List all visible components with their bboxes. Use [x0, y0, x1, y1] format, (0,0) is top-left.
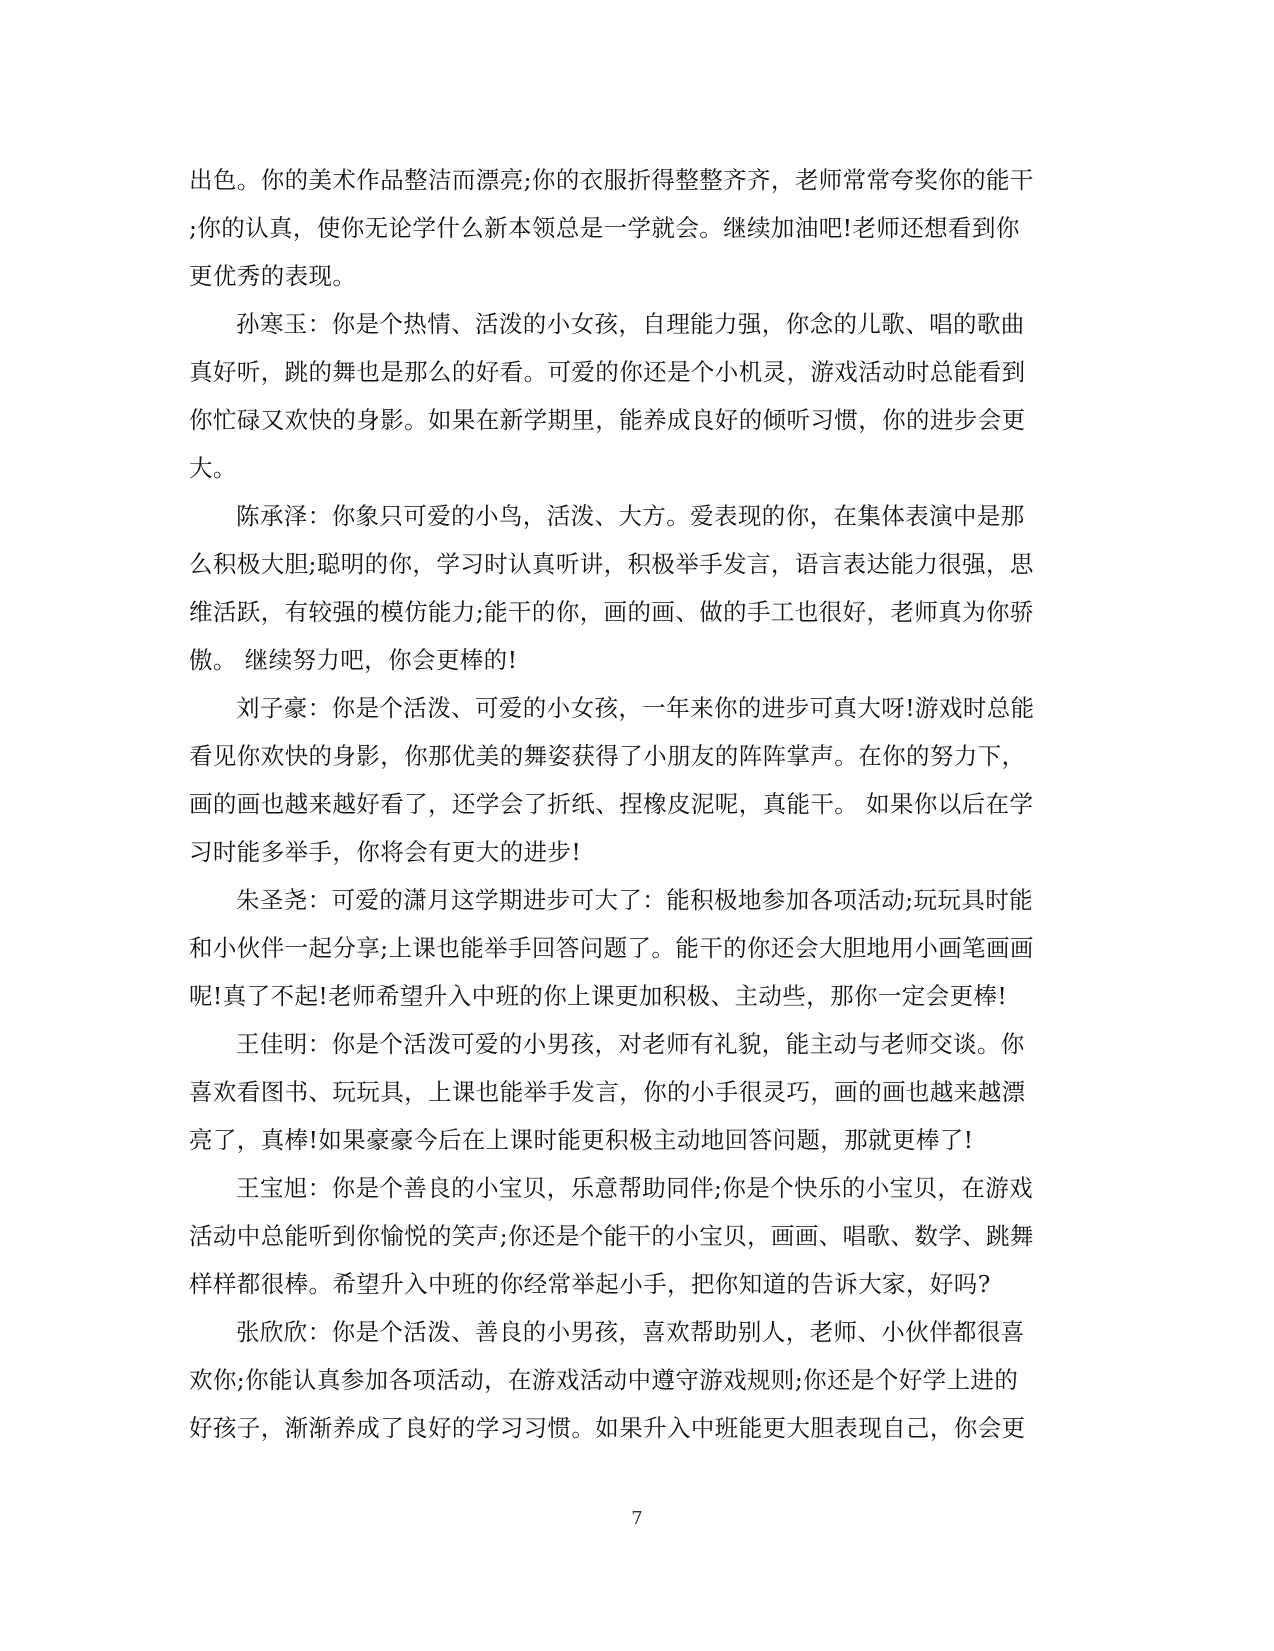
text-line: 王佳明：你是个活泼可爱的小男孩，对老师有礼貌，能主动与老师交谈。你	[236, 1030, 1025, 1058]
text-line: 欢你;你能认真参加各项活动，在游戏活动中遵守游戏规则;你还是个好学上进的	[189, 1366, 1019, 1394]
text-line: 看见你欢快的身影，你那优美的舞姿获得了小朋友的阵阵掌声。在你的努力下，	[189, 742, 1026, 770]
text-line: 王宝旭：你是个善良的小宝贝，乐意帮助同伴;你是个快乐的小宝贝，在游戏	[236, 1174, 1034, 1202]
text-line: 出色。你的美术作品整洁而漂亮;你的衣服折得整整齐齐，老师常常夸奖你的能干	[189, 166, 1034, 194]
page-number: 7	[631, 1508, 643, 1529]
text-line: 习时能多举手，你将会有更大的进步!	[189, 838, 582, 866]
text-line: 样样都很棒。希望升入中班的你经常举起小手，把你知道的告诉大家，好吗?	[189, 1270, 991, 1298]
text-line: 活动中总能听到你愉悦的笑声;你还是个能干的小宝贝，画画、唱歌、数学、跳舞	[189, 1222, 1034, 1250]
text-line: 喜欢看图书、玩玩具，上课也能举手发言，你的小手很灵巧，画的画也越来越漂	[189, 1078, 1026, 1106]
body-text	[189, 156, 1075, 1452]
text-line: 陈承泽：你象只可爱的小鸟，活泼、大方。爱表现的你，在集体表演中是那	[236, 502, 1025, 530]
text-line: 朱圣尧：可爱的潇月这学期进步可大了：能积极地参加各项活动;玩玩具时能	[236, 886, 1034, 914]
text-line: 和小伙伴一起分享;上课也能举手回答问题了。能干的你还会大胆地用小画笔画画	[189, 934, 1034, 962]
text-line: 傲。 继续努力吧，你会更棒的!	[189, 646, 518, 674]
text-line: 好孩子，渐渐养成了良好的学习习惯。如果升入中班能更大胆表现自己，你会更	[189, 1414, 1026, 1442]
text-line: 呢!真了不起!老师希望升入中班的你上课更加积极、主动些，那你一定会更棒!	[189, 982, 1008, 1010]
text-line: 么积极大胆;聪明的你，学习时认真听讲，积极举手发言，语言表达能力很强，思	[189, 550, 1034, 578]
text-line: 真好听，跳的舞也是那么的好看。可爱的你还是个小机灵，游戏活动时总能看到	[189, 358, 1026, 386]
text-line: 大。	[189, 454, 237, 482]
text-line: 刘子豪：你是个活泼、可爱的小女孩，一年来你的进步可真大呀!游戏时总能	[236, 694, 1035, 722]
text-line: 孙寒玉：你是个热情、活泼的小女孩，自理能力强，你念的儿歌、唱的歌曲	[236, 310, 1025, 338]
text-line: 更优秀的表现。	[189, 262, 357, 290]
text-line: 画的画也越来越好看了，还学会了折纸、捏橡皮泥呢，真能干。 如果你以后在学	[189, 790, 1034, 818]
text-line: 张欣欣：你是个活泼、善良的小男孩，喜欢帮助别人，老师、小伙伴都很喜	[236, 1318, 1025, 1346]
text-line: ;你的认真，使你无论学什么新本领总是一学就会。继续加油吧!老师还想看到你	[189, 214, 1020, 242]
text-line: 你忙碌又欢快的身影。如果在新学期里，能养成良好的倾听习惯，你的进步会更	[189, 406, 1026, 434]
text-line: 亮了，真棒!如果豪豪今后在上课时能更积极主动地回答问题，那就更棒了!	[189, 1126, 974, 1154]
text-line: 维活跃，有较强的模仿能力;能干的你，画的画、做的手工也很好，老师真为你骄	[189, 598, 1034, 626]
